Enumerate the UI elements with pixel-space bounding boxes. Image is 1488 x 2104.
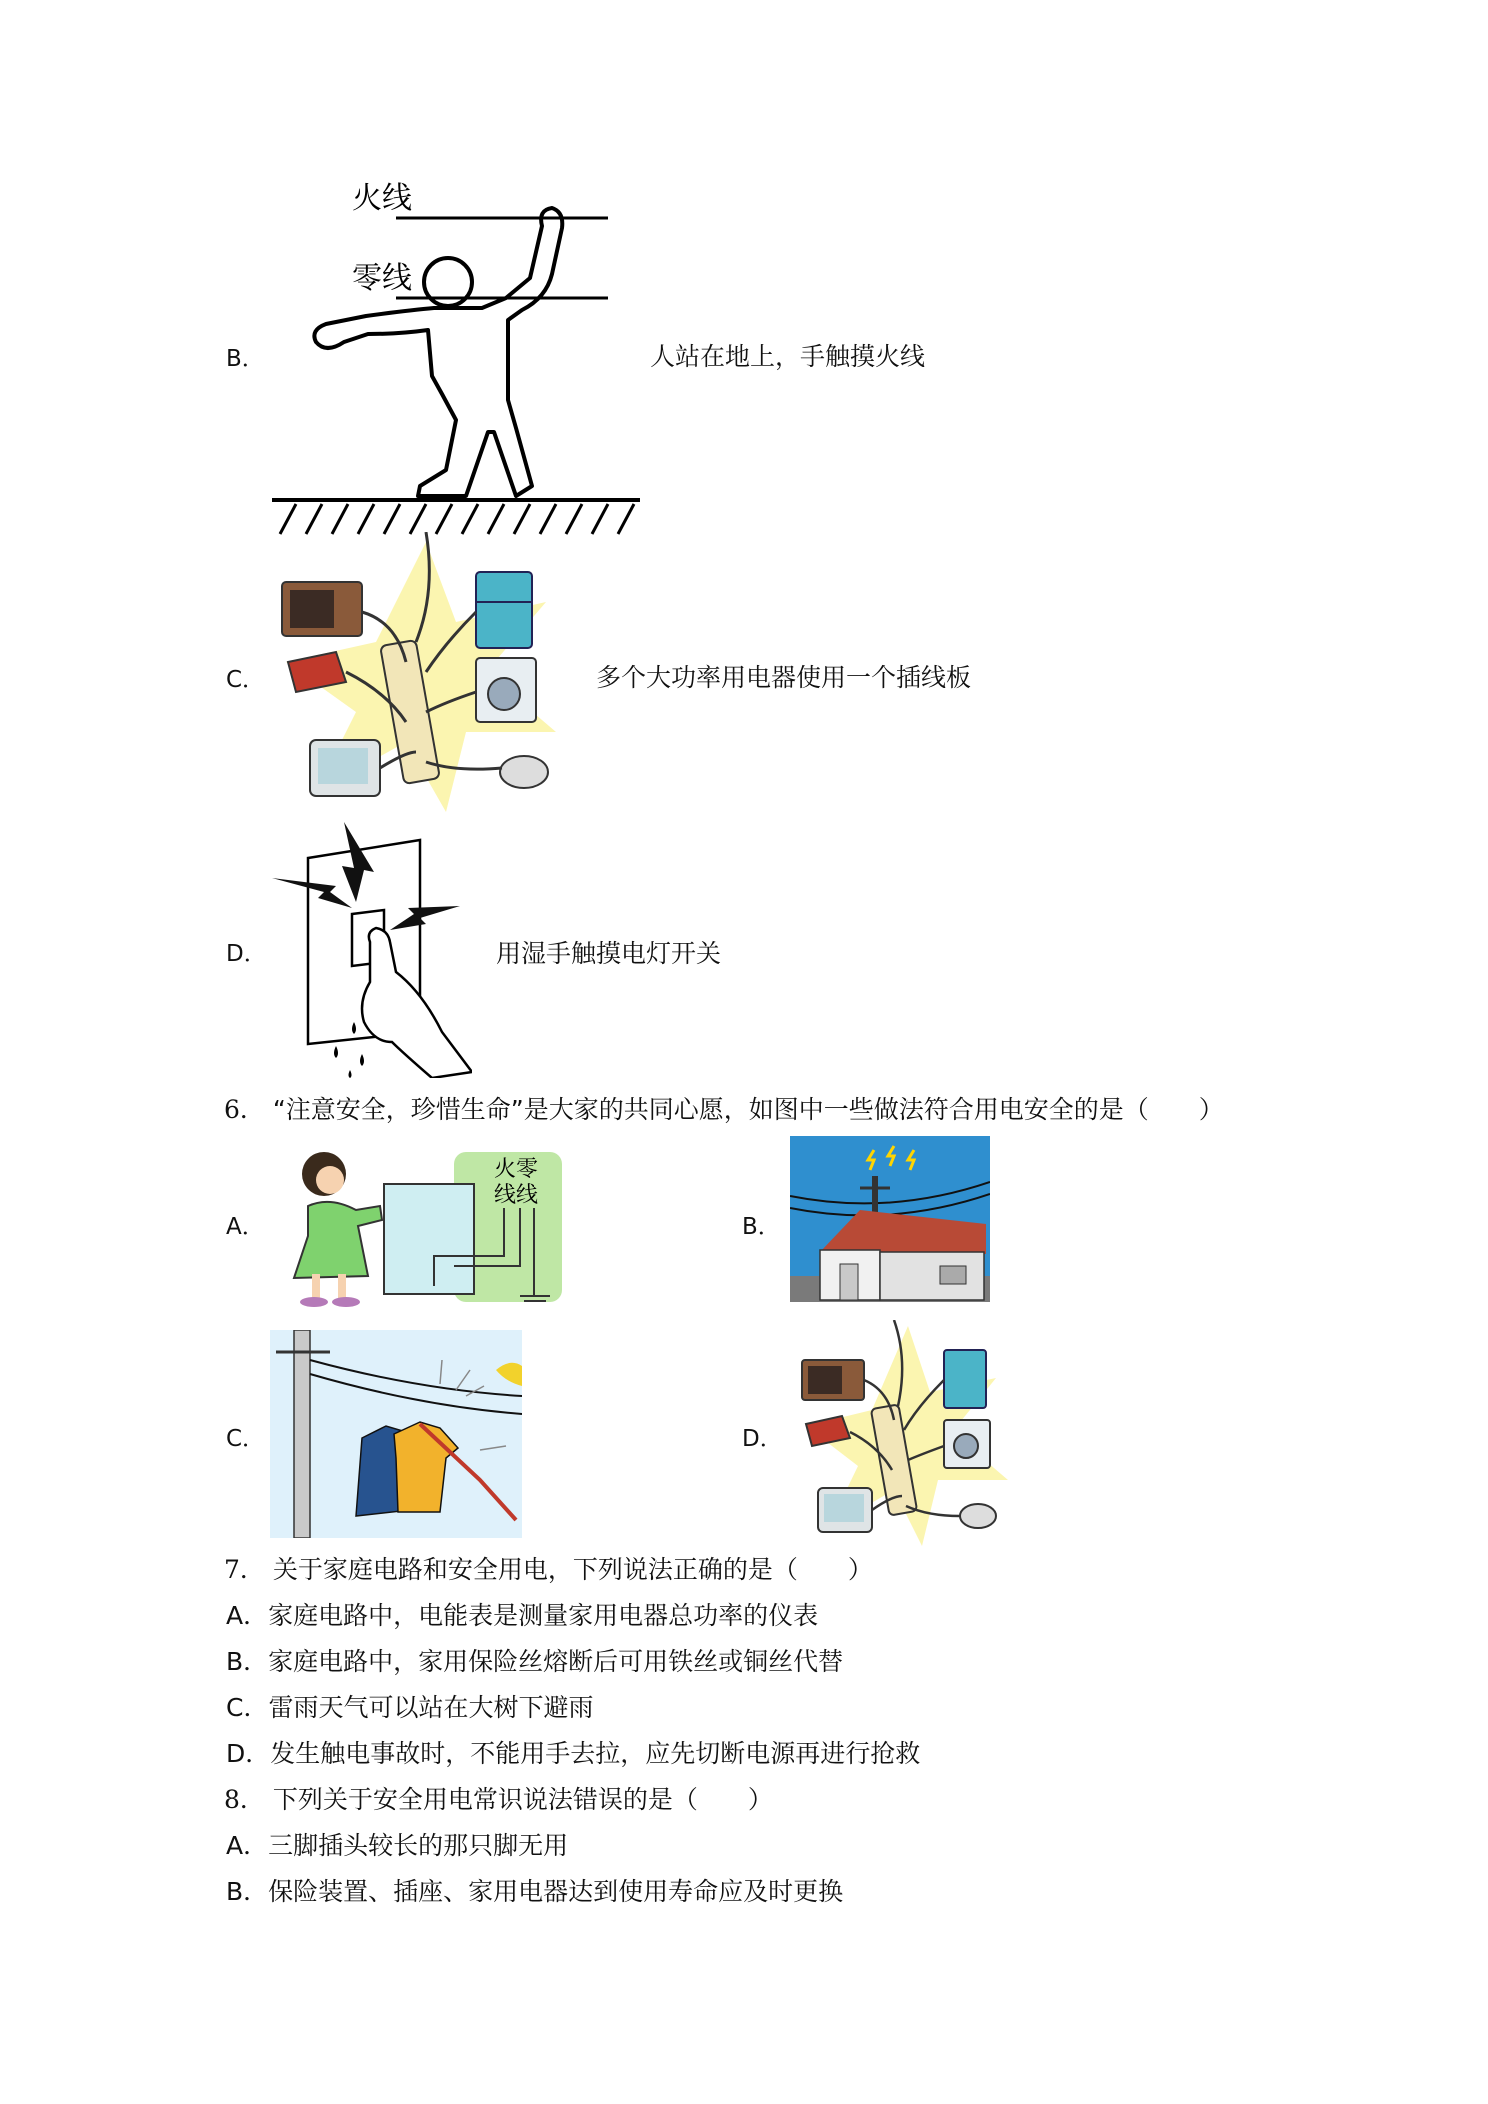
q6-option-d-illustration [798,1320,1018,1552]
q7-option-b: B．家庭电路中，家用保险丝熔断后可用铁丝或铜丝代替 [226,1647,844,1676]
q6-option-b-letter: B． [742,1214,781,1240]
wire-label: 线线 [494,1183,539,1208]
microwave-window [290,590,334,628]
fridge-icon [476,572,532,648]
ground-hatch [280,504,634,534]
q8-stem-line [224,1784,773,1816]
appliance-cabinet [384,1184,474,1294]
q7-stem: 关于家庭电路和安全用电，下列说法正确的是（ ） [272,1555,873,1584]
q8-stem: 下列关于安全用电常识说法错误的是（ ） [272,1785,773,1814]
fire-zero-label: 火零 [494,1157,539,1182]
q5-option-c-caption: 多个大功率用电器使用一个插线板 [596,663,972,692]
q5-option-d-illustration [272,822,472,1078]
q5-option-c-letter: C． [226,667,266,693]
q6-option-c-letter: C． [226,1426,266,1452]
rice-cooker-icon [960,1504,996,1528]
q8-option-b: B．保险装置、插座、家用电器达到使用寿命应及时更换 [226,1877,844,1906]
fire-wire-label: 火线 [352,181,412,216]
utility-pole [294,1330,310,1538]
woman-face [316,1166,344,1194]
fridge-icon [944,1350,986,1408]
zero-wire-label: 零线 [352,261,412,296]
person-figure [314,208,562,496]
q6-option-d-letter: D． [742,1426,783,1452]
rice-cooker-icon [500,756,548,788]
q6-option-b-illustration [790,1136,990,1302]
q5-option-b-letter: B． [226,346,265,372]
q7-option-d: D．发生触电事故时，不能用手去拉，应先切断电源再进行抢救 [226,1739,921,1768]
q7-number: 7． [224,1555,265,1584]
q8-option-a: A．三脚插头较长的那只脚无用 [226,1831,569,1860]
q6-option-a-letter: A． [226,1214,265,1240]
q6-option-c-illustration [270,1330,522,1538]
q5-option-d-caption: 用湿手触摸电灯开关 [496,939,722,968]
q7-option-c: C．雷雨天气可以站在大树下避雨 [226,1693,594,1722]
q8-number: 8． [224,1785,265,1814]
q5-option-b-illustration [260,170,650,540]
q7-option-a: A．家庭电路中，电能表是测量家用电器总功率的仪表 [226,1601,819,1630]
q5-option-d-letter: D． [226,941,267,967]
woman-dress [294,1202,382,1278]
q6-number: 6． [224,1095,265,1124]
q6-option-a-illustration [284,1146,564,1308]
q6-stem: “注意安全，珍惜生命”是大家的共同心愿，如图中一些做法符合用电安全的是（ ） [272,1095,1224,1124]
q5-option-c-illustration [276,532,576,822]
q7-stem-line [224,1554,873,1586]
q6-stem-line [224,1094,1224,1126]
q5-option-b-caption: 人站在地上，手触摸火线 [650,342,926,371]
